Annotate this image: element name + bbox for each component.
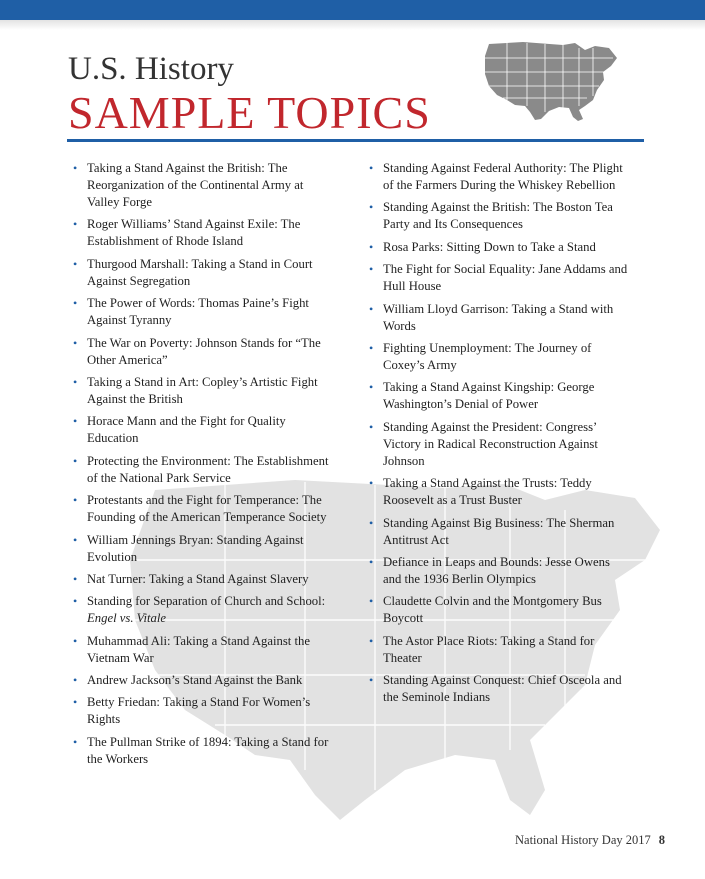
page-footer <box>515 833 665 848</box>
list-item: • The War on Poverty: Johnson Stands for “The Other America” <box>73 335 321 367</box>
list-item: • Taking a Stand Against the Trusts: Teddy Roosevelt as a Trust Buster <box>369 476 592 508</box>
bullet-icon: • <box>73 335 78 350</box>
bullet-icon: • <box>73 414 78 429</box>
bullet-icon: • <box>369 476 374 491</box>
list-item: • Standing Against Federal Authority: The Plight of the Farmers During the Whiskey Rebellion <box>369 161 623 192</box>
list-item: • Standing Against the British: The Boston Tea Party and Its Consequences <box>369 200 613 232</box>
page-title: SAMPLE TOPICS <box>68 87 431 138</box>
bullet-icon: • <box>73 453 78 468</box>
bullet-icon: • <box>73 633 78 648</box>
case-name: Engel vs. Vitale <box>87 611 167 626</box>
list-item: • Defiance in Leaps and Bounds: Jesse Owens and the 1936 Berlin Olympics <box>369 554 610 586</box>
bullet-icon: • <box>73 217 78 232</box>
bullet-icon: • <box>73 571 78 586</box>
list-item: • Standing for Separation of Church and School: Engel vs. Vitale <box>73 594 326 626</box>
bullet-icon: • <box>369 239 374 254</box>
title-block <box>68 52 431 138</box>
bullet-icon: • <box>369 594 374 609</box>
bullet-icon: • <box>73 734 78 749</box>
bullet-icon: • <box>73 594 78 609</box>
bullet-icon: • <box>73 695 78 710</box>
list-item: • Claudette Colvin and the Montgomery Bus Boycott <box>369 594 602 626</box>
list-item: • Standing Against Conquest: Chief Osceola and the Seminole Indians <box>369 673 622 705</box>
list-item: • The Pullman Strike of 1894: Taking a Stand for the Workers <box>73 734 329 766</box>
page-number: 8 <box>658 833 665 847</box>
bullet-icon: • <box>369 200 374 215</box>
bullet-icon: • <box>369 380 374 395</box>
list-item: • Fighting Unemployment: The Journey of Coxey’s Army <box>369 340 592 372</box>
list-item: • Protecting the Environment: The Establishment of the National Park Service <box>73 453 329 485</box>
list-item: • Rosa Parks: Sitting Down to Take a Stand <box>369 239 596 254</box>
bullet-icon: • <box>73 673 78 688</box>
top-color-bar <box>0 0 705 20</box>
topics-list-left <box>70 160 332 773</box>
bullet-icon: • <box>369 340 374 355</box>
list-item: • Taking a Stand Against the British: The Reorganization of the Continental Army at Valley Forge <box>73 161 304 209</box>
bullet-icon: • <box>369 515 374 530</box>
bullet-icon: • <box>73 493 78 508</box>
title-divider <box>67 139 644 142</box>
bullet-icon: • <box>73 374 78 389</box>
topics-list-right <box>366 160 628 711</box>
bullet-icon: • <box>369 262 374 277</box>
list-item: • William Lloyd Garrison: Taking a Stand with Words <box>369 301 614 333</box>
bullet-icon: • <box>73 296 78 311</box>
list-item: • Taking a Stand in Art: Copley’s Artistic Fight Against the British <box>73 374 318 406</box>
list-item: • The Power of Words: Thomas Paine’s Fight Against Tyranny <box>73 296 309 328</box>
list-item: • Thurgood Marshall: Taking a Stand in Court Against Segregation <box>73 256 313 288</box>
footer-source: National History Day 2017 <box>515 833 651 847</box>
bullet-icon: • <box>73 532 78 547</box>
list-item: • Andrew Jackson’s Stand Against the Bank <box>73 673 303 688</box>
list-item: • Standing Against the President: Congress’ Victory in Radical Reconstruction Against Johnson <box>369 419 598 468</box>
list-item: • William Jennings Bryan: Standing Against Evolution <box>73 532 304 564</box>
bullet-icon: • <box>369 419 374 434</box>
bullet-icon: • <box>369 633 374 648</box>
bullet-icon: • <box>73 256 78 271</box>
list-item: • Standing Against Big Business: The Sherman Antitrust Act <box>369 515 615 547</box>
usa-map-icon <box>483 40 621 122</box>
page-subtitle: U.S. History <box>68 51 234 87</box>
bullet-icon: • <box>73 161 78 175</box>
top-shadow-strip <box>0 20 705 30</box>
bullet-icon: • <box>369 161 374 175</box>
bullet-icon: • <box>369 301 374 316</box>
list-item: • Taking a Stand Against Kingship: George Washington’s Denial of Power <box>369 380 595 412</box>
list-item: • Protestants and the Fight for Temperance: The Founding of the American Temperance Society <box>73 493 327 525</box>
list-item: • Nat Turner: Taking a Stand Against Slavery <box>73 571 309 586</box>
list-item: • Muhammad Ali: Taking a Stand Against the Vietnam War <box>73 633 311 665</box>
bullet-icon: • <box>369 673 374 688</box>
list-item: • Betty Friedan: Taking a Stand For Women’s Rights <box>73 695 311 727</box>
list-item: • Horace Mann and the Fight for Quality Education <box>73 414 286 446</box>
bullet-icon: • <box>369 554 374 569</box>
list-item: • Roger Williams’ Stand Against Exile: The Establishment of Rhode Island <box>73 217 301 249</box>
list-item: • The Astor Place Riots: Taking a Stand for Theater <box>369 633 595 665</box>
list-item: • The Fight for Social Equality: Jane Addams and Hull House <box>369 262 628 294</box>
